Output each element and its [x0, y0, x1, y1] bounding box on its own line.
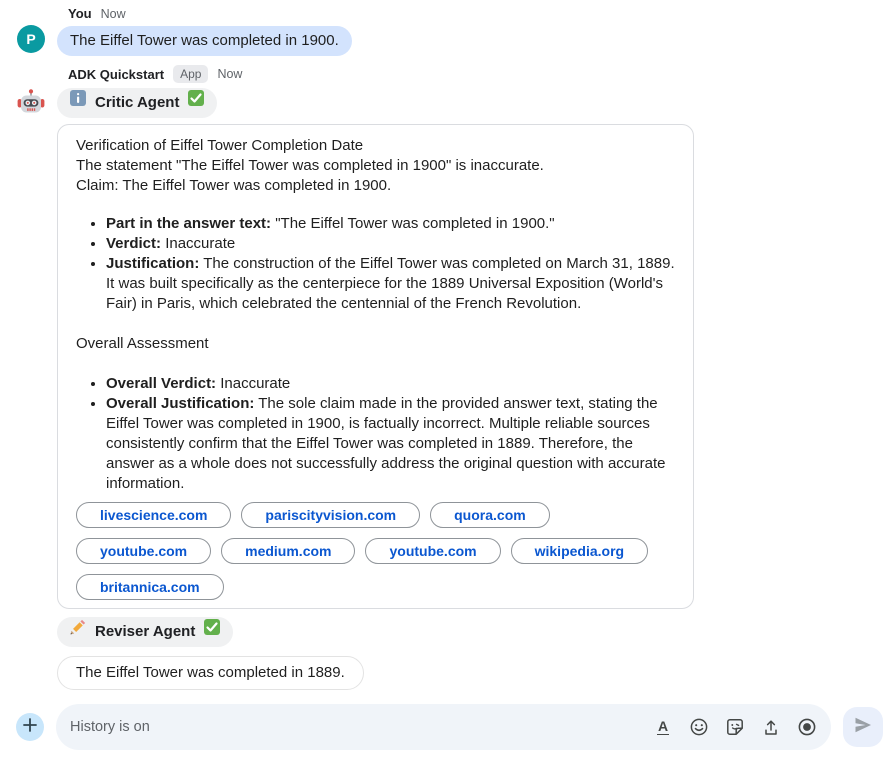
critic-agent-label: Critic Agent: [95, 94, 180, 111]
info-icon: [69, 88, 87, 118]
source-link-chip[interactable]: livescience.com: [76, 502, 231, 528]
sticker-icon[interactable]: [725, 717, 745, 737]
bullet-item: • Justification: The construction of the Eiffel Tower was completed on March 31, 1889. It was built specifically as the centerpiece for the 1889 Universal Exposition (World's Fair) in Paris, which celebrated the centennial of the French Revolution.: [106, 254, 675, 314]
input-placeholder: History is on: [70, 719, 150, 735]
message-header: [68, 65, 891, 83]
bullet-item: • Overall Verdict: Inaccurate: [106, 374, 675, 394]
timestamp: Now: [217, 67, 243, 81]
source-chips: [76, 502, 656, 600]
claim-bullet-list: [76, 214, 675, 314]
critic-agent-pill: [57, 88, 217, 118]
pencil-icon: [69, 617, 87, 647]
source-link-chip[interactable]: medium.com: [221, 538, 355, 564]
section-title: Overall Assessment: [76, 335, 209, 352]
user-message-bubble: The Eiffel Tower was completed in 1900.: [57, 26, 352, 56]
avatar: [17, 25, 45, 53]
message-input[interactable]: [56, 704, 831, 750]
reviser-agent-label: Reviser Agent: [95, 623, 196, 640]
app-badge: App: [173, 65, 208, 83]
source-link-chip[interactable]: youtube.com: [365, 538, 500, 564]
source-link-chip[interactable]: youtube.com: [76, 538, 211, 564]
bullet-item: • Overall Justification: The sole claim made in the provided answer text, stating the Eiffel Tower was completed in 1900, is factually incorrect. Multiple reliable sources consistently confirm that the Eiffel Tower was completed in 1889. Therefore, the answer as a whole does not successfully address the original question with accurate information.: [106, 394, 675, 494]
plus-icon: [23, 718, 37, 737]
card-line: Verification of Eiffel Tower Completion Date: [76, 137, 364, 154]
avatar-letter: P: [26, 31, 36, 47]
message-composer: [16, 704, 883, 750]
sender-name: ADK Quickstart: [68, 66, 165, 82]
card-line: Claim: The Eiffel Tower was completed in 1900.: [76, 177, 392, 194]
user-message-group: [0, 6, 891, 56]
bullet-item: • Verdict: Inaccurate: [106, 234, 675, 254]
add-button[interactable]: [16, 713, 44, 741]
robot-avatar-icon: [17, 88, 45, 116]
check-mark-icon: [187, 88, 205, 118]
emoji-icon[interactable]: [689, 717, 709, 737]
upload-icon[interactable]: [761, 717, 781, 737]
source-link-chip[interactable]: pariscityvision.com: [241, 502, 420, 528]
overall-bullet-list: [76, 374, 675, 494]
bullet-item: • Part in the answer text: "The Eiffel Tower was completed in 1900.": [106, 214, 675, 234]
verification-card: [57, 124, 694, 609]
reviser-agent-pill: [57, 617, 233, 647]
check-mark-icon: [203, 617, 221, 647]
final-answer-bubble: The Eiffel Tower was completed in 1889.: [57, 656, 364, 690]
record-icon[interactable]: [797, 717, 817, 737]
send-icon: [853, 715, 873, 740]
source-link-chip[interactable]: quora.com: [430, 502, 550, 528]
bot-message-group: [0, 65, 891, 690]
format-icon[interactable]: A: [657, 718, 669, 734]
card-line: The statement "The Eiffel Tower was completed in 1900" is inaccurate.: [76, 157, 544, 174]
source-link-chip[interactable]: wikipedia.org: [511, 538, 648, 564]
timestamp: Now: [100, 6, 126, 21]
send-button[interactable]: [843, 707, 883, 747]
message-header: [68, 6, 891, 21]
source-link-chip[interactable]: britannica.com: [76, 574, 224, 600]
sender-name: You: [68, 6, 92, 21]
